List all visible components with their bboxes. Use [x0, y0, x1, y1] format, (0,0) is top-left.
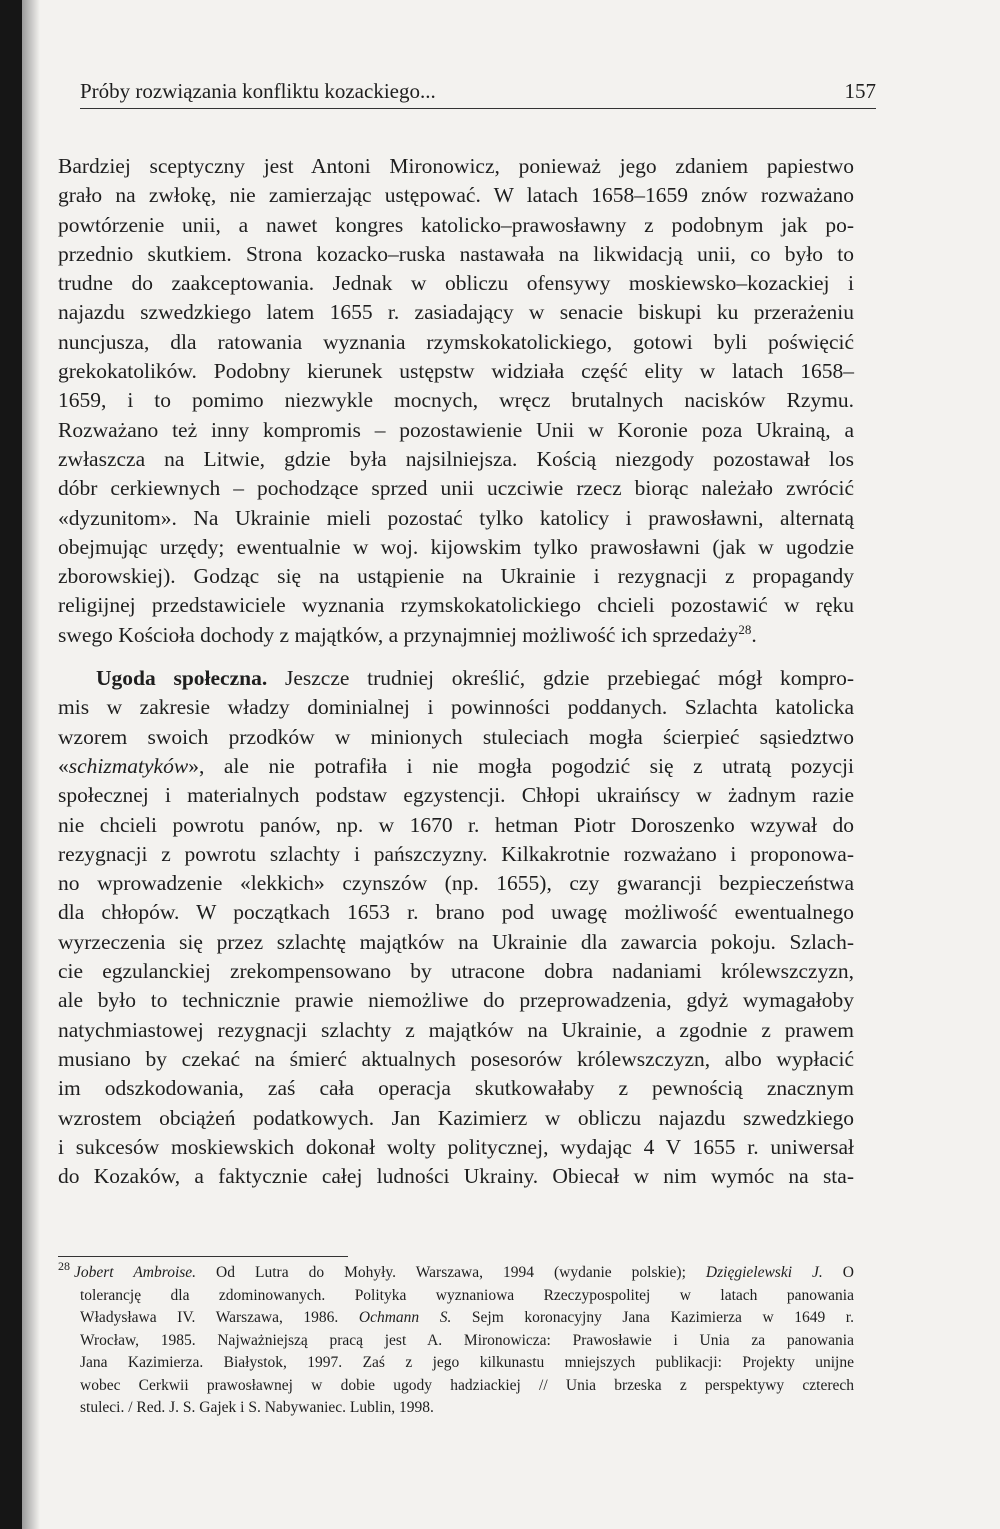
text-line: wyrzeczenia się przez szlachtę majątków na Ukrainie dla zawarcia pokoju. Szlach-	[58, 929, 854, 954]
text-line: mis w zakresie władzy dominialnej i powinności poddanych. Szlachta katolicka	[58, 695, 854, 720]
footnote-line	[58, 1259, 854, 1285]
paragraph-1	[58, 152, 854, 650]
paragraph-gap	[58, 650, 854, 664]
text-line: wzorem swoich przodków w minionych stuleciach mogła ścierpieć sąsiedztwo	[58, 724, 854, 749]
main-text	[58, 152, 854, 1191]
text-line: rezygnacji z powrotu szlachty i pańszczyzny. Kilkakrotnie rozważano i proponowa-	[58, 841, 854, 866]
text-line: zwłaszcza na Litwie, gdzie była najsilniejsza. Kością niezgody pozostawał los	[58, 446, 854, 471]
text-line: obejmując urzędy; ewentualnie w woj. kijowskim tylko prawosławni (jak w ugodzie	[58, 534, 854, 559]
footnote-text: Od Lutra do Mohyły. Warszawa, 1994 (wydanie polskie);	[196, 1264, 706, 1281]
footnote-text: Władysława IV. Warszawa, 1986.	[80, 1309, 359, 1326]
text-line: zborowskiej). Godząc się na ustąpienie na Ukrainie i rezygnacji z propagandy	[58, 564, 854, 589]
footnote-line: wobec Cerkwii prawosławnej w dobie ugody hadziackiej // Unia brzeska z perspektywy czterech	[80, 1376, 854, 1394]
text-line	[58, 752, 854, 781]
text-line: 1659, i to pomimo niezwykle mocnych, wręcz brutalnych nacisków Rzymu.	[58, 388, 854, 413]
footnote-author: Jobert Ambroise.	[74, 1264, 197, 1281]
text-line: przednio skutkiem. Strona kozacko–ruska nastawała na likwidacją unii, co było to	[58, 241, 854, 266]
text-line: i sukcesów moskiewskich dokonał wolty politycznej, wydając 4 V 1655 r. uniwersał	[58, 1134, 854, 1159]
footnote-line: Jana Kazimierza. Białystok, 1997. Zaś z jego kilkunastu mniejszych publikacji: Projekty unijne	[80, 1354, 854, 1371]
footnotes	[58, 1259, 854, 1420]
text-line	[58, 621, 854, 650]
text-line: religijnej przedstawiciele wyznania rzymskokatolickiego chcieli pozostawić w ręku	[58, 593, 854, 618]
text-line: Rozważano też inny kompromis – pozostawienie Unii w Koronie poza Ukrainą, a	[58, 417, 854, 442]
text-line: cie egzulanckiej zrekompensowano by utracone dobra nadaniami królewszczyzn,	[58, 959, 854, 984]
text-line: dóbr cerkiewnych – pochodzące sprzed unii uczciwie rzecz biorąc należało zwrócić	[58, 476, 854, 501]
text-line: natychmiastowej rezygnacji szlachty z majątków na Ukrainie, a zgodnie z prawem	[58, 1017, 854, 1042]
text-line: społecznej i materialnych podstaw egzystencji. Chłopi ukraińscy w żadnym razie	[58, 783, 854, 808]
section-run-in-heading: Ugoda społeczna.	[96, 666, 268, 691]
footnote-reference[interactable]: 28	[738, 621, 752, 637]
footnote-author: Dzięgielewski J.	[705, 1264, 823, 1281]
text-line: wzrostem obciążeń podatkowych. Jan Kazimierz w obliczu najazdu szwedzkiego	[58, 1105, 854, 1130]
text-line: im odszkodowania, zaś cała operacja skutkowałaby z pewnością znacznym	[58, 1076, 854, 1101]
footnote-separator	[58, 1256, 348, 1257]
footnote-number: 28	[58, 1259, 70, 1273]
text-line: nuncjusza, dla ratowania wyznania rzymskokatolickiego, gotowi byli poświęcić	[58, 329, 854, 354]
footnote-line	[58, 1307, 854, 1330]
text-line: ale było to technicznie prawie niemożliwe do przeprowadzenia, gdyż wymagałoby	[58, 988, 854, 1013]
text-fragment: .	[751, 622, 757, 647]
text-fragment: Jeszcze trudniej określić, gdzie przebiegać mógł kompro-	[267, 666, 854, 691]
page-number: 157	[844, 79, 876, 103]
text-line: nie chcieli powrotu panów, np. w 1670 r. hetman Piotr Doroszenko wzywał do	[58, 812, 854, 837]
text-fragment: », ale nie potrafiła i nie mogła pogodzić się z utratą pozycji	[188, 753, 854, 778]
footnote-author: Ochmann S.	[358, 1309, 452, 1326]
text-line: powtórzenie unii, a nawet kongres katolicko–prawosławny z podobnym jak po-	[58, 212, 854, 237]
text-fragment: swego Kościoła dochody z majątków, a przynajmniej możliwość ich sprzedaży	[58, 622, 739, 647]
paragraph-2	[58, 664, 854, 1191]
text-fragment: «	[58, 753, 69, 778]
running-header	[80, 78, 876, 109]
footnote-line: stuleci. / Red. J. S. Gajek i S. Nabywaniec. Lublin, 1998.	[80, 1399, 434, 1416]
text-line	[58, 664, 854, 693]
italic-term: schizmatyków	[68, 753, 189, 778]
text-line: no wprowadzenie «lekkich» czynszów (np. 1655), czy gwarancji bezpieczeństwa	[58, 871, 854, 896]
text-line: do Kozaków, a faktycznie całej ludności Ukrainy. Obiecał w nim wymóc na sta-	[58, 1164, 854, 1189]
text-line: musiano by czekać na śmierć aktualnych posesorów królewszczyzn, albo wypłacić	[58, 1046, 854, 1071]
text-line: trudne do zaakceptowania. Jednak w obliczu ofensywy moskiewsko–kozackiej i	[58, 271, 854, 296]
text-line: grekokatolików. Podobny kierunek ustępstw widziała część elity w latach 1658–	[58, 359, 854, 384]
footnote-line: Wrocław, 1985. Najważniejszą pracą jest A. Mironowicza: Prawosławie i Unia za panowania	[80, 1331, 854, 1349]
footnote-line: tolerancję dla zdominowanych. Polityka wyznaniowa Rzeczypospolitej w latach panowania	[80, 1286, 854, 1304]
text-line: dla chłopów. W początkach 1653 r. brano pod uwagę możliwość ewentualnego	[58, 900, 854, 925]
text-line: Bardziej sceptyczny jest Antoni Mironowicz, ponieważ jego zdaniem papiestwo	[58, 154, 854, 178]
footnote-text: Sejm koronacyjny Jana Kazimierza w 1649 r.	[451, 1309, 854, 1326]
text-line: grało na zwłokę, nie zamierzając ustępować. W latach 1658–1659 znów rozważano	[58, 183, 854, 208]
text-line: «dyzunitom». Na Ukrainie mieli pozostać tylko katolicy i prawosławni, alternatą	[58, 505, 854, 530]
running-title: Próby rozwiązania konfliktu kozackiego...	[80, 79, 436, 103]
text-line: najazdu szwedzkiego latem 1655 r. zasiadający w senacie biskupi ku przerażeniu	[58, 300, 854, 325]
footnote-text: O	[822, 1264, 854, 1281]
page-gutter-shadow	[22, 0, 40, 1529]
